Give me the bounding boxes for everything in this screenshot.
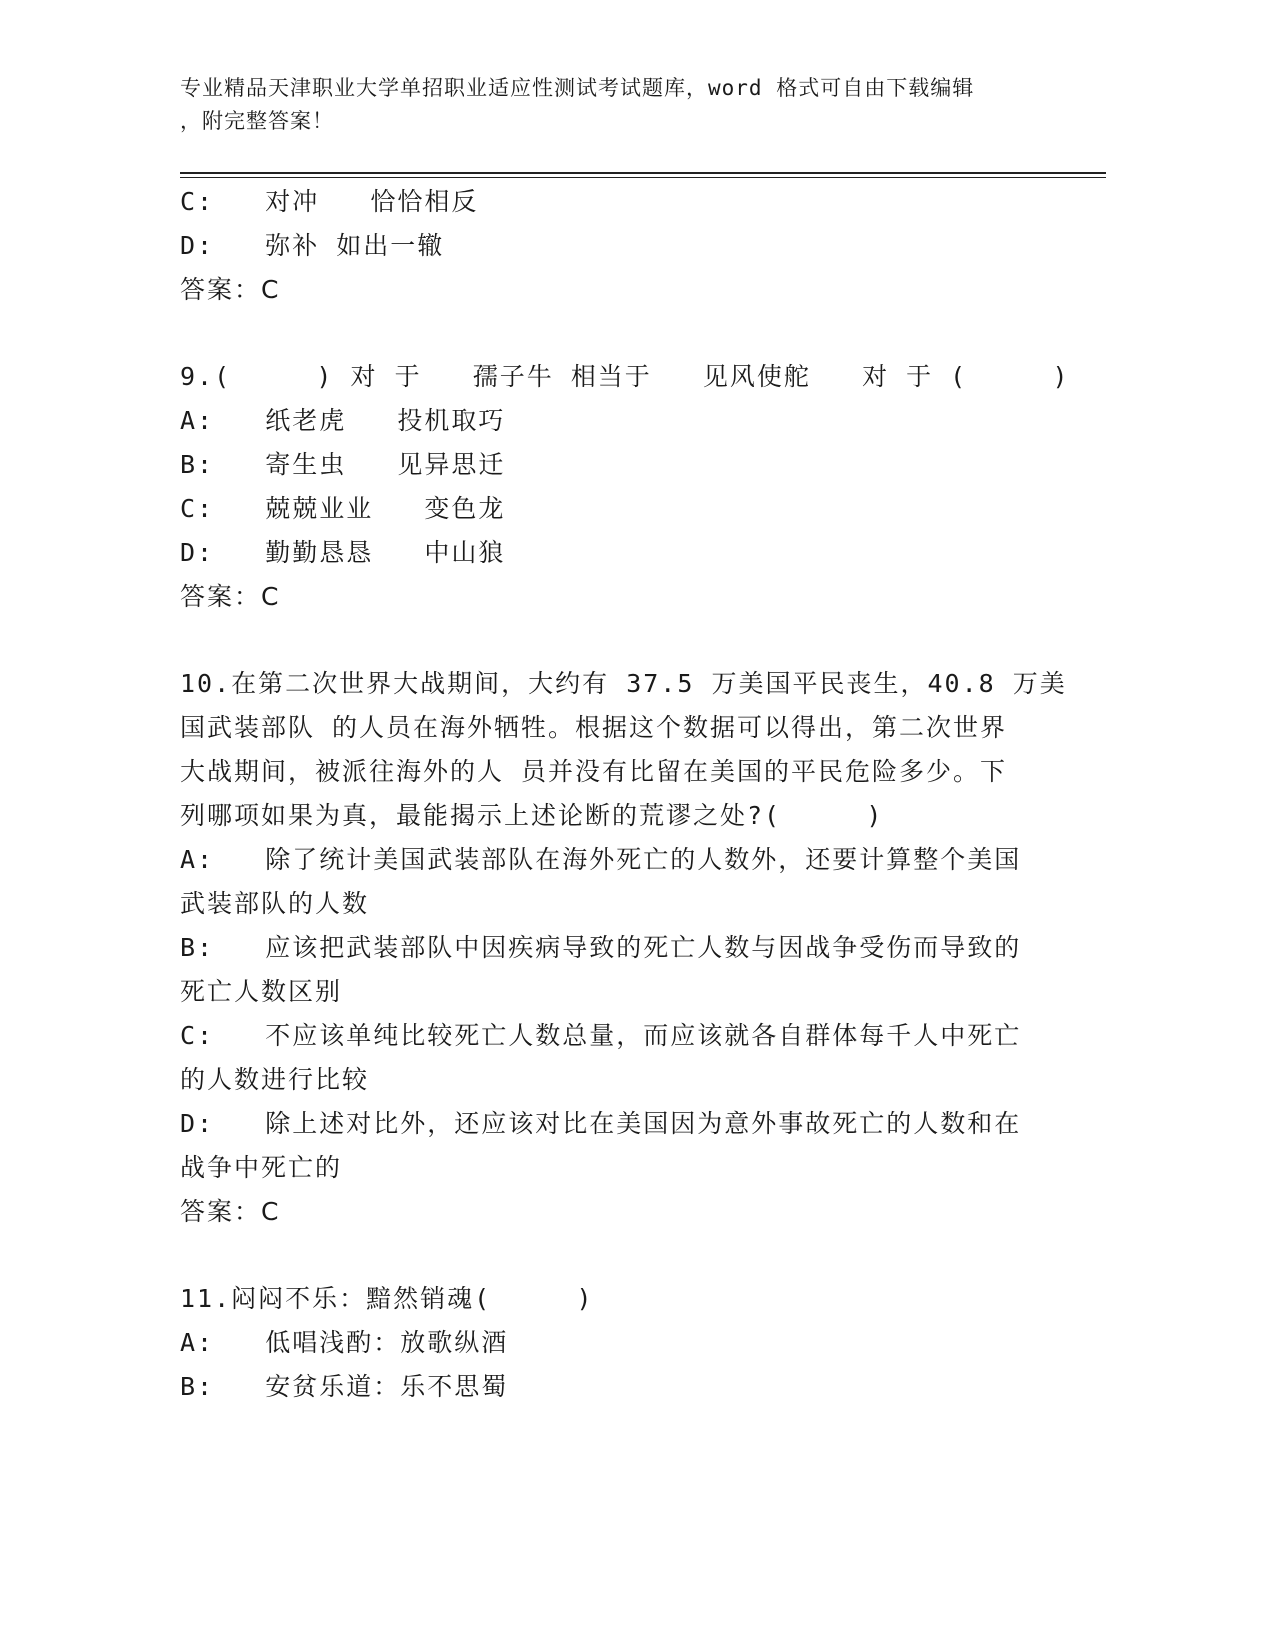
question-content bbox=[180, 180, 1070, 1409]
q10-option-c-line-2: 的人数进行比较 bbox=[180, 1065, 370, 1094]
question-11 bbox=[180, 1277, 1050, 1409]
q10-option-b-line-2: 死亡人数区别 bbox=[180, 977, 343, 1006]
q10-stem-line-3: 大战期间，被派往海外的人 员并没有比留在美国的平民危险多少。下 bbox=[180, 757, 1008, 786]
q9-answer: 答案：C bbox=[180, 582, 281, 611]
q10-option-d-line-2: 战争中死亡的 bbox=[180, 1153, 343, 1182]
question-9 bbox=[180, 355, 1070, 619]
header-line-2: ，附完整答案！ bbox=[180, 109, 334, 133]
q11-stem: 11.闷闷不乐：黯然销魂( ) bbox=[180, 1284, 594, 1313]
q9-option-b: B: 寄生虫 见异思迁 bbox=[180, 450, 506, 479]
q10-option-a-line-1: A: 除了统计美国武装部队在海外死亡的人数外，还要计算整个美国 bbox=[180, 845, 1022, 874]
header-rule-thin bbox=[180, 177, 1106, 178]
q10-stem-line-4: 列哪项如果为真，最能揭示上述论断的荒谬之处?( ) bbox=[180, 801, 884, 830]
header-rule-thick bbox=[180, 172, 1106, 174]
q8-option-c: C: 对冲 恰恰相反 bbox=[180, 187, 479, 216]
header-line-1: 专业精品天津职业大学单招职业适应性测试考试题库，word 格式可自由下载编辑 bbox=[180, 76, 975, 100]
q10-stem-line-1: 10.在第二次世界大战期间，大约有 37.5 万美国平民丧生，40.8 万美 bbox=[180, 669, 1067, 698]
q9-option-d: D: 勤勤恳恳 中山狼 bbox=[180, 538, 506, 567]
page-header bbox=[180, 72, 1060, 138]
spacer bbox=[180, 1234, 1050, 1277]
q9-stem: 9.( ) 对 于 孺子牛 相当于 见风使舵 对 于 ( ) bbox=[180, 362, 1070, 391]
q10-option-c-line-1: C: 不应该单纯比较死亡人数总量，而应该就各自群体每千人中死亡 bbox=[180, 1021, 1022, 1050]
q10-option-b-line-1: B: 应该把武装部队中因疾病导致的死亡人数与因战争受伤而导致的 bbox=[180, 933, 1022, 962]
q10-stem-line-2: 国武装部队 的人员在海外牺牲。根据这个数据可以得出，第二次世界 bbox=[180, 713, 1008, 742]
question-10 bbox=[180, 662, 1067, 1234]
q9-option-c: C: 兢兢业业 变色龙 bbox=[180, 494, 506, 523]
q10-option-d-line-1: D: 除上述对比外，还应该对比在美国因为意外事故死亡的人数和在 bbox=[180, 1109, 1022, 1138]
spacer bbox=[180, 312, 1050, 355]
q10-option-a-line-2: 武装部队的人数 bbox=[180, 889, 370, 918]
q9-option-a: A: 纸老虎 投机取巧 bbox=[180, 406, 506, 435]
spacer bbox=[180, 619, 1050, 662]
q8-answer: 答案：C bbox=[180, 275, 281, 304]
question-8-tail bbox=[180, 180, 1050, 312]
q10-answer: 答案：C bbox=[180, 1197, 281, 1226]
q11-option-a: A: 低唱浅酌：放歌纵酒 bbox=[180, 1328, 509, 1357]
q11-option-b: B: 安贫乐道：乐不思蜀 bbox=[180, 1372, 509, 1401]
q8-option-d: D: 弥补 如出一辙 bbox=[180, 231, 445, 260]
